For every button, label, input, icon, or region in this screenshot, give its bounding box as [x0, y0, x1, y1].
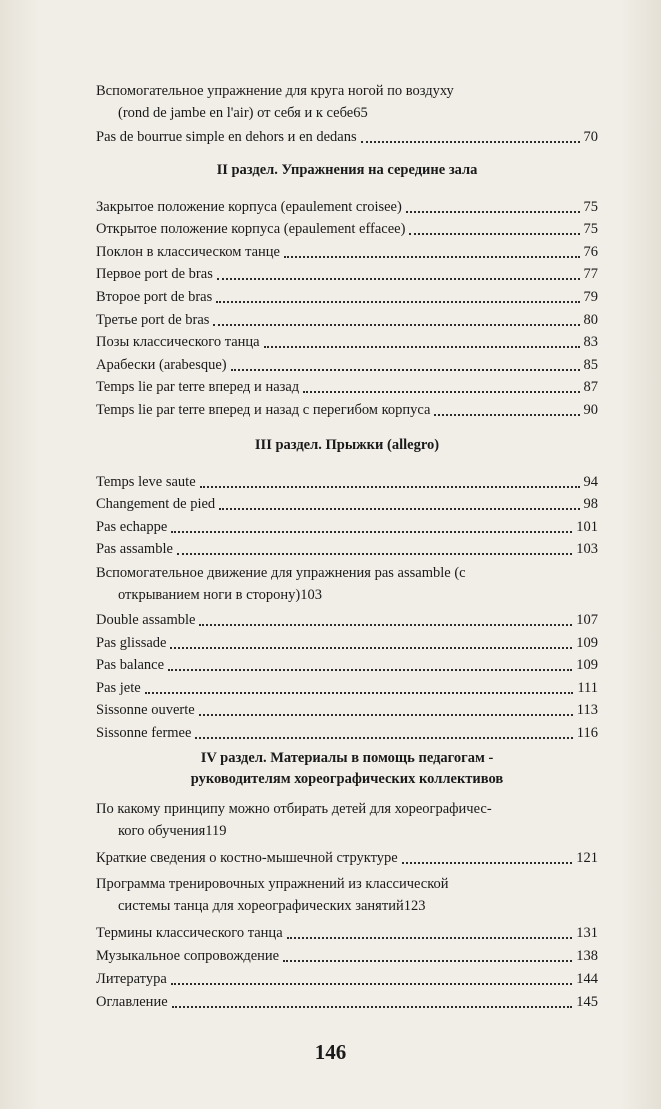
leader-dots — [195, 737, 572, 739]
leader-dots — [168, 669, 572, 671]
toc-entry-title-line2: системы танца для хореографических занятий — [118, 897, 404, 914]
leader-dots — [434, 414, 579, 416]
toc-entry — [96, 631, 598, 654]
toc-entry — [96, 493, 598, 516]
toc-page-number: 103 — [300, 587, 323, 604]
toc-entry — [96, 846, 598, 869]
leader-dots — [170, 647, 572, 649]
toc-entry — [96, 285, 598, 308]
toc-entry-title: Pas balance — [96, 657, 165, 674]
toc-entry-title-line1: Программа тренировочных упражнений из классической — [96, 875, 449, 892]
toc-page-number: 87 — [583, 379, 598, 396]
leader-dots — [402, 862, 573, 864]
toc-entry-title-line2: открыванием ноги в сторону) — [118, 587, 301, 604]
toc-entry-title-line2: кого обучения — [118, 822, 206, 839]
toc-entry-title: Pas glissade — [96, 634, 167, 651]
toc-entry-title: Закрытое положение корпуса (epaulement croisee) — [96, 198, 402, 215]
toc-entry — [96, 308, 598, 331]
toc-entry — [96, 990, 598, 1013]
toc-entry — [96, 240, 598, 263]
toc-entry — [96, 944, 598, 967]
toc-entry — [96, 195, 598, 218]
toc-page-number: 65 — [353, 105, 368, 121]
toc-page-number: 85 — [583, 356, 598, 373]
leader-dots — [199, 714, 573, 716]
leader-dots — [406, 211, 580, 213]
toc-page-number: 107 — [576, 611, 598, 628]
toc-page-number: 98 — [583, 496, 598, 513]
toc-page-number: 79 — [583, 288, 598, 305]
toc-entry-title: Открытое положение корпуса (epaulement effacee) — [96, 221, 406, 238]
toc-entry — [96, 654, 598, 677]
toc-page-number: 75 — [583, 198, 598, 215]
toc-page-number: 144 — [576, 970, 598, 987]
leader-dots — [172, 1006, 573, 1008]
leader-dots — [219, 508, 579, 510]
toc-page-number: 131 — [576, 924, 598, 941]
toc-entry — [96, 676, 598, 699]
toc-entry-title: Temps lie par terre вперед и назад с перегибом корпуса — [96, 401, 431, 418]
toc-page-number: 123 — [403, 897, 426, 914]
toc-page-number: 90 — [583, 401, 598, 418]
toc-page-number: 101 — [576, 518, 598, 535]
toc-entry-title: Арабески (arabesque) — [96, 356, 227, 373]
toc-page-number: 109 — [576, 657, 598, 674]
leader-dots — [283, 960, 572, 962]
toc-entry — [96, 80, 598, 124]
toc-entry-title: Позы классического танца — [96, 334, 260, 351]
toc-page-number: 70 — [583, 129, 598, 145]
toc-entry — [96, 699, 598, 722]
toc-entry-title: Второе port de bras — [96, 288, 213, 305]
leader-dots — [213, 324, 579, 326]
toc-entry — [96, 331, 598, 354]
leader-dots — [217, 278, 580, 280]
toc-entry-title: Первое port de bras — [96, 266, 213, 283]
section-heading: II раздел. Упражнения на середине зала — [216, 162, 478, 178]
table-of-contents — [96, 80, 598, 1013]
toc-page-number: 119 — [205, 822, 227, 839]
toc-page-number: 80 — [583, 311, 598, 328]
toc-entry-title-line1: Вспомогательное движение для упражнения pas assamble (с — [96, 565, 466, 582]
toc-entry-title: Temps lie par terre вперед и назад — [96, 379, 300, 396]
toc-page-number: 145 — [576, 993, 598, 1010]
toc-entry — [96, 398, 598, 421]
toc-page-number: 103 — [576, 541, 598, 558]
section-heading — [96, 748, 598, 790]
leader-dots — [177, 553, 572, 555]
toc-entry — [96, 538, 598, 561]
leader-dots — [264, 346, 580, 348]
leader-dots — [284, 256, 580, 258]
toc-entry-title: Литература — [96, 970, 167, 987]
toc-page-number: 94 — [583, 473, 598, 490]
section-2-entries — [96, 195, 598, 421]
leader-dots — [171, 983, 572, 985]
toc-entry — [96, 562, 598, 606]
toc-entry — [96, 873, 598, 917]
toc-page-number: 77 — [583, 266, 598, 283]
toc-entry-title: Термины классического танца — [96, 924, 283, 941]
leader-dots — [145, 692, 574, 694]
toc-page-number: 75 — [583, 221, 598, 238]
toc-page-number: 111 — [577, 679, 598, 696]
toc-entry-title: Оглавление — [96, 993, 168, 1010]
toc-entry-title-line1: По какому принципу можно отбирать детей для хореографичес- — [96, 800, 492, 817]
toc-entry-title: Pas assamble — [96, 541, 173, 558]
leader-dots — [287, 937, 573, 939]
toc-page-number: 76 — [583, 243, 598, 260]
toc-entry — [96, 218, 598, 241]
section-heading: III раздел. Прыжки (allegro) — [254, 436, 440, 453]
section-3-entries — [96, 470, 598, 744]
toc-entry-title: Pas echappe — [96, 518, 168, 535]
page-number: 146 — [314, 1040, 347, 1064]
toc-entry-title: Краткие сведения о костно-мышечной структуре — [96, 849, 398, 866]
toc-page-number: 121 — [576, 849, 598, 866]
toc-page-number: 83 — [583, 334, 598, 351]
toc-page-number: 113 — [576, 702, 598, 719]
toc-entry — [96, 515, 598, 538]
toc-entry — [96, 470, 598, 493]
toc-entry-title: Changement de pied — [96, 496, 216, 513]
toc-entry — [96, 721, 598, 744]
leader-dots — [200, 486, 580, 488]
leader-dots — [199, 624, 572, 626]
toc-page-number: 138 — [576, 947, 598, 964]
leader-dots — [216, 301, 579, 303]
leader-dots — [231, 369, 580, 371]
toc-page-number: 109 — [576, 634, 598, 651]
toc-entry-title-line2: (rond de jambe en l'air) от себя и к себе — [118, 105, 354, 121]
toc-entry-title-line1: Вспомогательное упражнение для круга ногой по воздуху — [96, 83, 454, 99]
toc-entry-title: Double assamble — [96, 611, 196, 628]
leader-dots — [409, 233, 579, 235]
toc-entry — [96, 921, 598, 944]
leader-dots — [171, 531, 572, 533]
toc-entry-title: Поклон в классическом танце — [96, 243, 280, 260]
toc-entry-title: Temps leve saute — [96, 473, 196, 490]
toc-entry — [96, 798, 598, 842]
toc-entry — [96, 608, 598, 631]
toc-entry-title: Pas jete — [96, 679, 141, 696]
section-4-entries — [96, 798, 598, 1013]
toc-entry — [96, 263, 598, 286]
toc-entry-title: Sissonne fermee — [96, 724, 192, 741]
leader-dots — [303, 391, 579, 393]
toc-entry-title: Третье port de bras — [96, 311, 210, 328]
leader-dots — [361, 141, 580, 143]
section-heading-line2: руководителям хореографических коллективов — [190, 770, 504, 787]
toc-entry — [96, 353, 598, 376]
toc-entry-title: Pas de bourrue simple en dehors и en dedans — [96, 129, 357, 145]
toc-entry-title: Sissonne ouverte — [96, 702, 195, 719]
toc-page-number: 116 — [576, 724, 598, 741]
section-heading-line1: IV раздел. Материалы в помощь педагогам - — [200, 749, 494, 766]
toc-entry-title: Музыкальное сопровождение — [96, 947, 280, 964]
toc-entry — [96, 376, 598, 399]
toc-entry — [96, 126, 598, 148]
toc-entry — [96, 967, 598, 990]
